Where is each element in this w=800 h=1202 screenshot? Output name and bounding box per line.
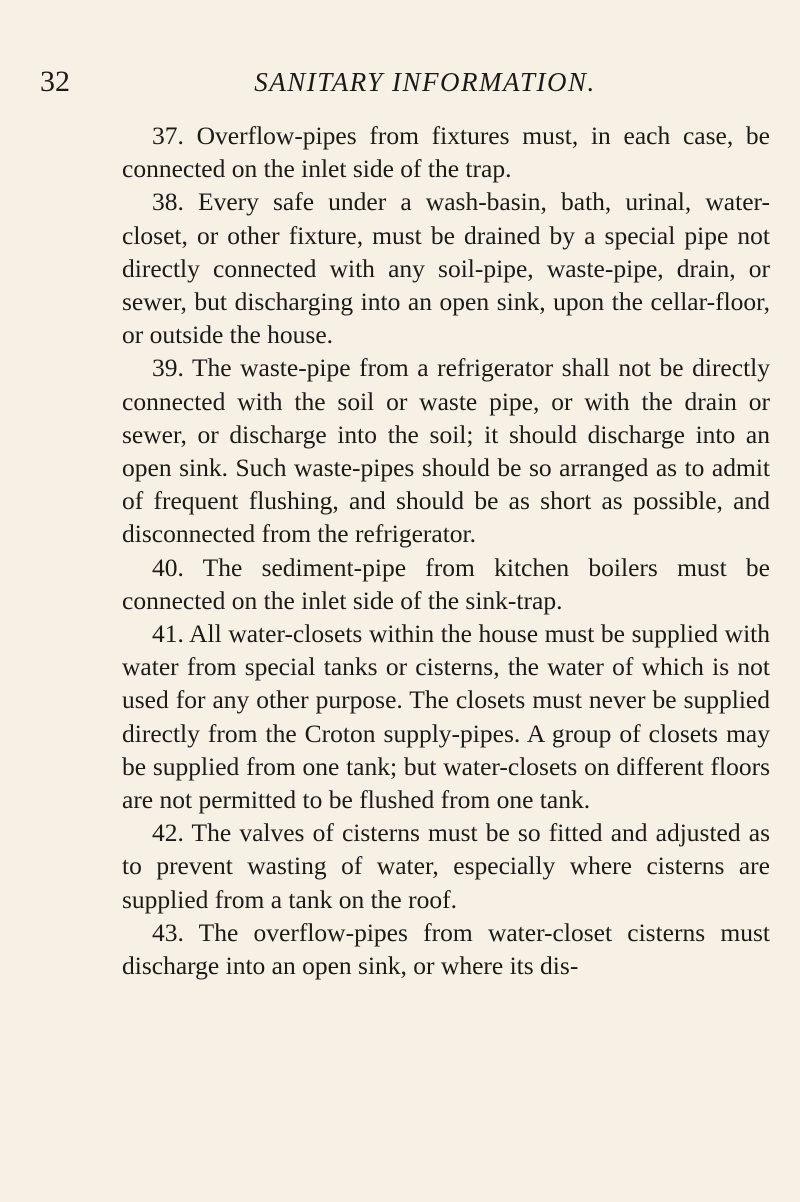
page-number: 32 xyxy=(40,65,70,98)
body-text xyxy=(122,119,770,982)
paragraph-43: 43. The overflow-pipes from water-closet cisterns must discharge into an open sink, or where its dis- xyxy=(122,917,770,981)
paragraph-39: 39. The waste-pipe from a refrigerator shall not be directly connected with the soil or waste pipe, or with the drain or sewer, or discharge into the soil; it should discharge into an open sink. Such waste-pipes should be so arranged as to admit of frequent flushing, and should be as short as possible, and disconnected from the refrigerator. xyxy=(122,353,770,549)
paragraph-40: 40. The sediment-pipe from kitchen boilers must be connected on the inlet side of the sink-trap. xyxy=(122,552,770,615)
paragraph-42: 42. The valves of cisterns must be so fitted and adjusted as to prevent wasting of water, especially where cisterns are supplied from a tank on the roof. xyxy=(122,818,770,914)
paragraph-41: 41. All water-closets within the house must be supplied with water from special tanks or cisterns, the water of which is not used for any other purpose. The closets must never be supplied directly from the Croton supply-pipes. A group of closets may be supplied from one tank; but water-closets on different floors are not permitted to be flushed from one tank. xyxy=(122,619,770,815)
paragraph-37: 37. Overflow-pipes from fixtures must, in each case, be connected on the inlet side of the trap. xyxy=(122,121,770,184)
paragraph-38: 38. Every safe under a wash-basin, bath, urinal, water-closet, or other fixture, must be drained by a special pipe not directly connected with any soil-pipe, waste-pipe, drain, or sewer, but discharging into an open sink, upon the cellar-floor, or outside the house. xyxy=(122,187,770,350)
running-title: SANITARY INFORMATION. xyxy=(254,67,596,97)
running-head xyxy=(40,62,780,102)
